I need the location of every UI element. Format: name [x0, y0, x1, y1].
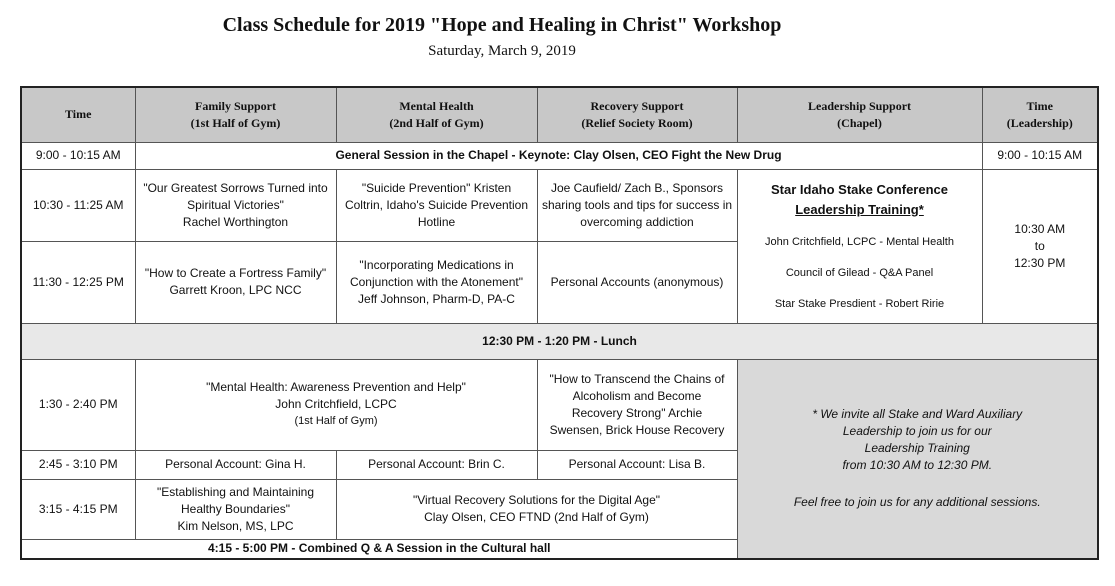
- session-recovery-130: "How to Transcend the Chains of Alcoholism and Become Recovery Strong" Archie Swensen, Brick House Recovery: [537, 359, 737, 450]
- row-lunch: [21, 323, 1098, 359]
- time-cell: 9:00 - 10:15 AM: [21, 142, 135, 169]
- col-header-time-leadership: Time (Leadership): [982, 87, 1098, 142]
- leadership-time-cell: 10:30 AM to 12:30 PM: [982, 169, 1098, 323]
- col-header-family-support: Family Support (1st Half of Gym): [135, 87, 336, 142]
- leadership-item: Council of Gilead - Q&A Panel: [785, 266, 934, 279]
- session-family-315: "Establishing and Maintaining Healthy Boundaries" Kim Nelson, MS, LPC: [135, 479, 336, 539]
- leadership-training-block: [737, 169, 982, 323]
- row-1030: [21, 169, 1098, 241]
- lunch-cell: 12:30 PM - 1:20 PM - Lunch: [21, 323, 1098, 359]
- col-header-leadership-support: Leadership Support (Chapel): [737, 87, 982, 142]
- session-combined-130: "Mental Health: Awareness Prevention and Help" John Critchfield, LCPC (1st Half of Gym): [135, 359, 537, 450]
- session-mental-245: Personal Account: Brin C.: [336, 450, 537, 479]
- session-recovery-245: Personal Account: Lisa B.: [537, 450, 737, 479]
- header-row: [21, 87, 1098, 142]
- time-cell: 11:30 - 12:25 PM: [21, 241, 135, 323]
- session-mental-1030: "Suicide Prevention" Kristen Coltrin, Idaho's Suicide Prevention Hotline: [336, 169, 537, 241]
- col-header-mental-health: Mental Health (2nd Half of Gym): [336, 87, 537, 142]
- event-date: Saturday, March 9, 2019: [428, 43, 576, 59]
- time-cell-right: 9:00 - 10:15 AM: [982, 142, 1098, 169]
- col-header-time: Time: [21, 87, 135, 142]
- leadership-subtitle: Leadership Training*: [795, 201, 924, 217]
- time-cell: 1:30 - 2:40 PM: [21, 359, 135, 450]
- session-family-1130: "How to Create a Fortress Family" Garrett Kroon, LPC NCC: [135, 241, 336, 323]
- session-recovery-1130: Personal Accounts (anonymous): [537, 241, 737, 323]
- session-family-245: Personal Account: Gina H.: [135, 450, 336, 479]
- general-session-cell: General Session in the Chapel - Keynote: Clay Olsen, CEO Fight the New Drug: [135, 142, 982, 169]
- col-header-recovery-support: Recovery Support (Relief Society Room): [537, 87, 737, 142]
- session-combined-315: "Virtual Recovery Solutions for the Digital Age" Clay Olsen, CEO FTND (2nd Half of Gym): [336, 479, 737, 539]
- invitation-additional: Feel free to join us for any additional sessions.: [793, 495, 1041, 510]
- leadership-item: John Critchfield, LCPC - Mental Health: [765, 235, 954, 248]
- leadership-item: Star Stake Presdient - Robert Ririe: [774, 297, 945, 310]
- leadership-title: Star Idaho Stake Conference: [771, 181, 948, 197]
- time-cell: 2:45 - 3:10 PM: [21, 450, 135, 479]
- invitation-note: * We invite all Stake and Ward Auxiliary Leadership to join us for our Leadership Training from 10:30 AM to 12:30 PM. Feel free to join us for any additional sessions.: [737, 359, 1098, 559]
- schedule-table: [20, 86, 1099, 560]
- time-cell: 10:30 - 11:25 AM: [21, 169, 135, 241]
- page-title: Class Schedule for 2019 "Hope and Healing in Christ" Workshop: [222, 14, 782, 36]
- row-general-session: [21, 142, 1098, 169]
- row-130: [21, 359, 1098, 450]
- session-recovery-1030: Joe Caufield/ Zach B., Sponsors sharing tools and tips for success in overcoming addiction: [537, 169, 737, 241]
- time-cell: 3:15 - 4:15 PM: [21, 479, 135, 539]
- session-family-1030: "Our Greatest Sorrows Turned into Spiritual Victories" Rachel Worthington: [135, 169, 336, 241]
- session-mental-1130: "Incorporating Medications in Conjunction with the Atonement" Jeff Johnson, Pharm-D, PA-C: [336, 241, 537, 323]
- qa-session-cell: 4:15 - 5:00 PM - Combined Q & A Session in the Cultural hall: [21, 539, 737, 559]
